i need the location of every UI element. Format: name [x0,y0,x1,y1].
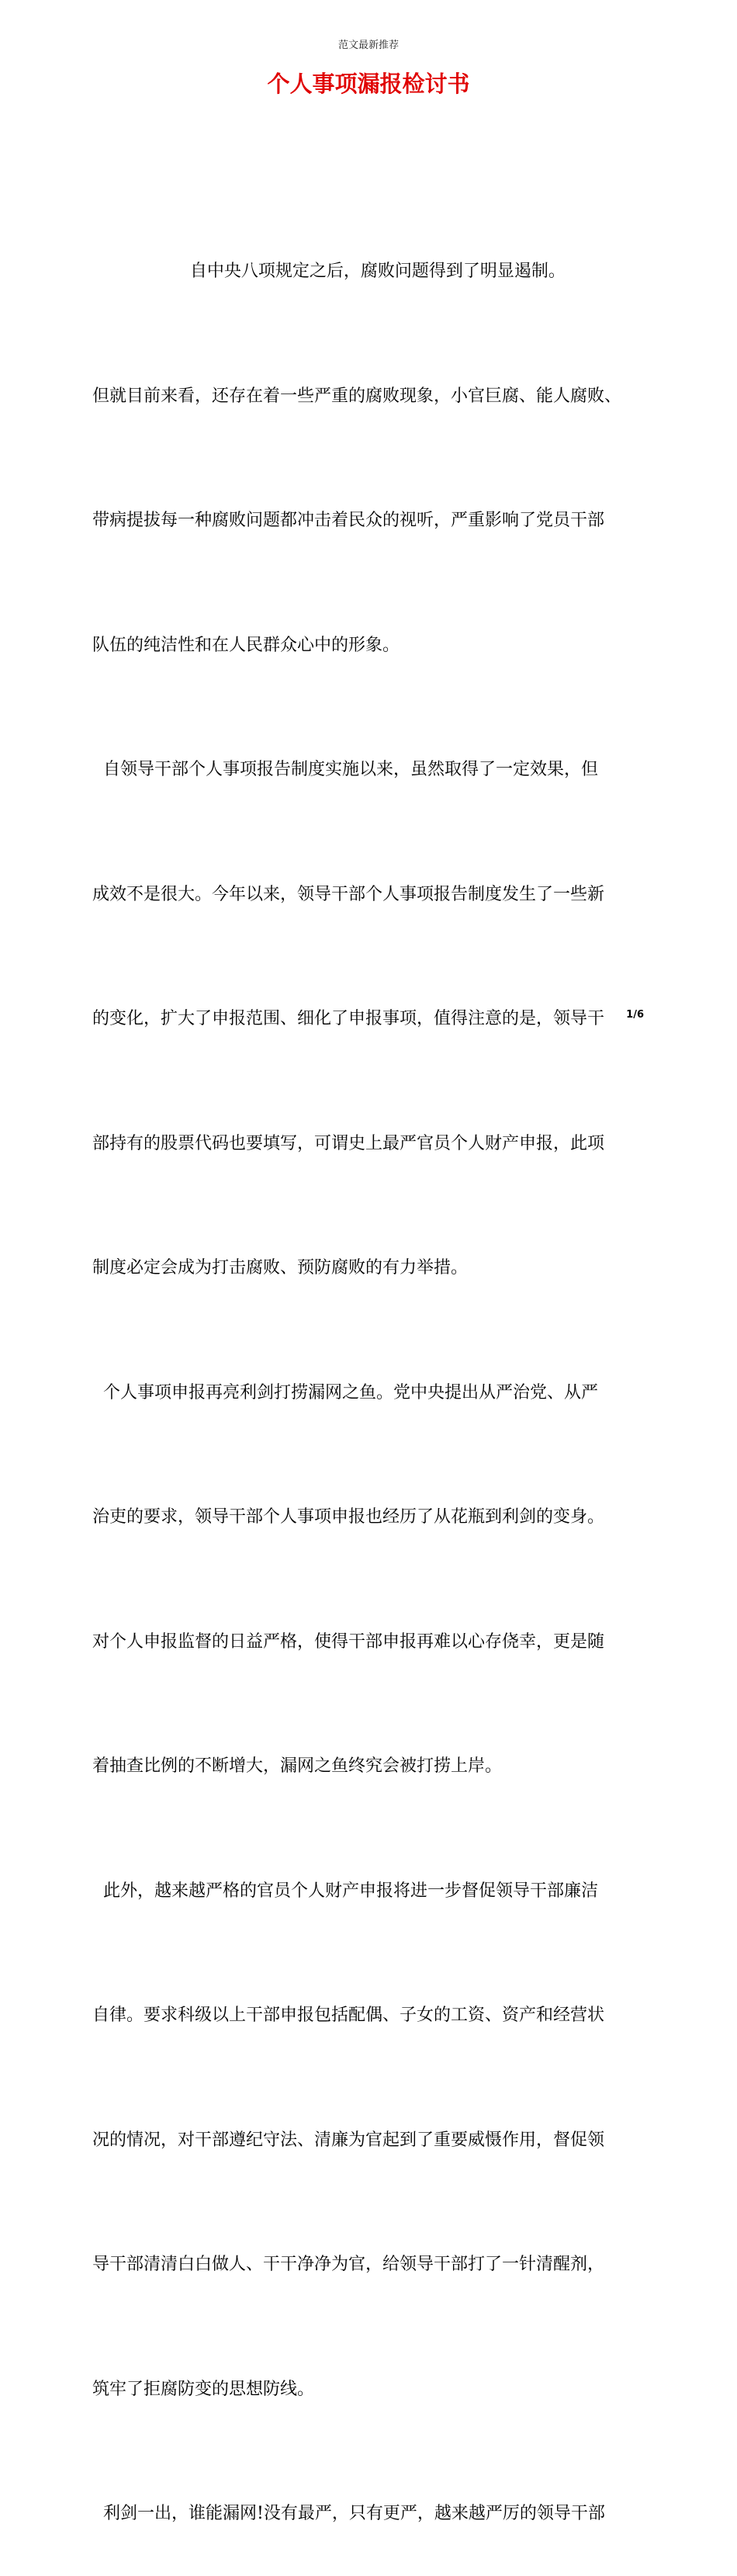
body-line: 制度必定会成为打击腐败、预防腐败的有力举措。 [92,1258,469,1278]
body-line: 自中央八项规定之后，腐败问题得到了明显遏制。 [92,262,566,281]
body-line: 部持有的股票代码也要填写，可谓史上最严官员个人财产申报，此项 [92,1133,605,1153]
body-line: 着抽查比例的不断增大，漏网之鱼终究会被打捞上岸。 [92,1756,503,1776]
body-line: 但就目前来看，还存在着一些严重的腐败现象，小官巨腐、能人腐败、 [92,386,622,406]
body-line: 治吏的要求，领导干部个人事项申报也经历了从花瓶到利剑的变身。 [92,1507,605,1527]
document-body [92,168,651,2576]
body-line: 导干部清清白白做人、干干净净为官，给领导干部打了一针清醒剂， [92,2255,605,2274]
body-line: 队伍的纯洁性和在人民群众心中的形象。 [92,635,400,655]
body-line: 自律。要求科级以上干部申报包括配偶、子女的工资、资产和经营状 [92,2006,605,2025]
body-line: 此外，越来越严格的官员个人财产申报将进一步督促领导干部廉洁 [92,1881,598,1901]
body-line: 个人事项申报再亮利剑打捞漏网之鱼。党中央提出从严治党、从严 [92,1382,598,1402]
page-header: 范文最新推荐 [337,40,399,51]
page-number: 1/6 [626,1009,644,1021]
body-line: 对个人申报监督的日益严格，使得干部申报再难以心存侥幸，更是随 [92,1631,605,1652]
document-title: 个人事项漏报检讨书 [267,71,470,97]
body-line: 的变化，扩大了申报范围、细化了申报事项，值得注意的是，领导干 [92,1009,605,1028]
body-line: 筑牢了拒腐防变的思想防线。 [92,2379,315,2399]
body-line: 利剑一出，谁能漏网!没有最严，只有更严，越来越严厉的领导干部 [92,2504,605,2523]
body-line: 况的情况，对干部遵纪守法、清廉为官起到了重要威慑作用，督促领 [92,2130,605,2150]
body-line: 带病提拔每一种腐败问题都冲击着民众的视听，严重影响了党员干部 [92,511,605,530]
body-line: 自领导干部个人事项报告制度实施以来，虽然取得了一定效果，但 [92,760,598,779]
body-line: 成效不是很大。今年以来，领导干部个人事项报告制度发生了一些新 [92,884,605,904]
